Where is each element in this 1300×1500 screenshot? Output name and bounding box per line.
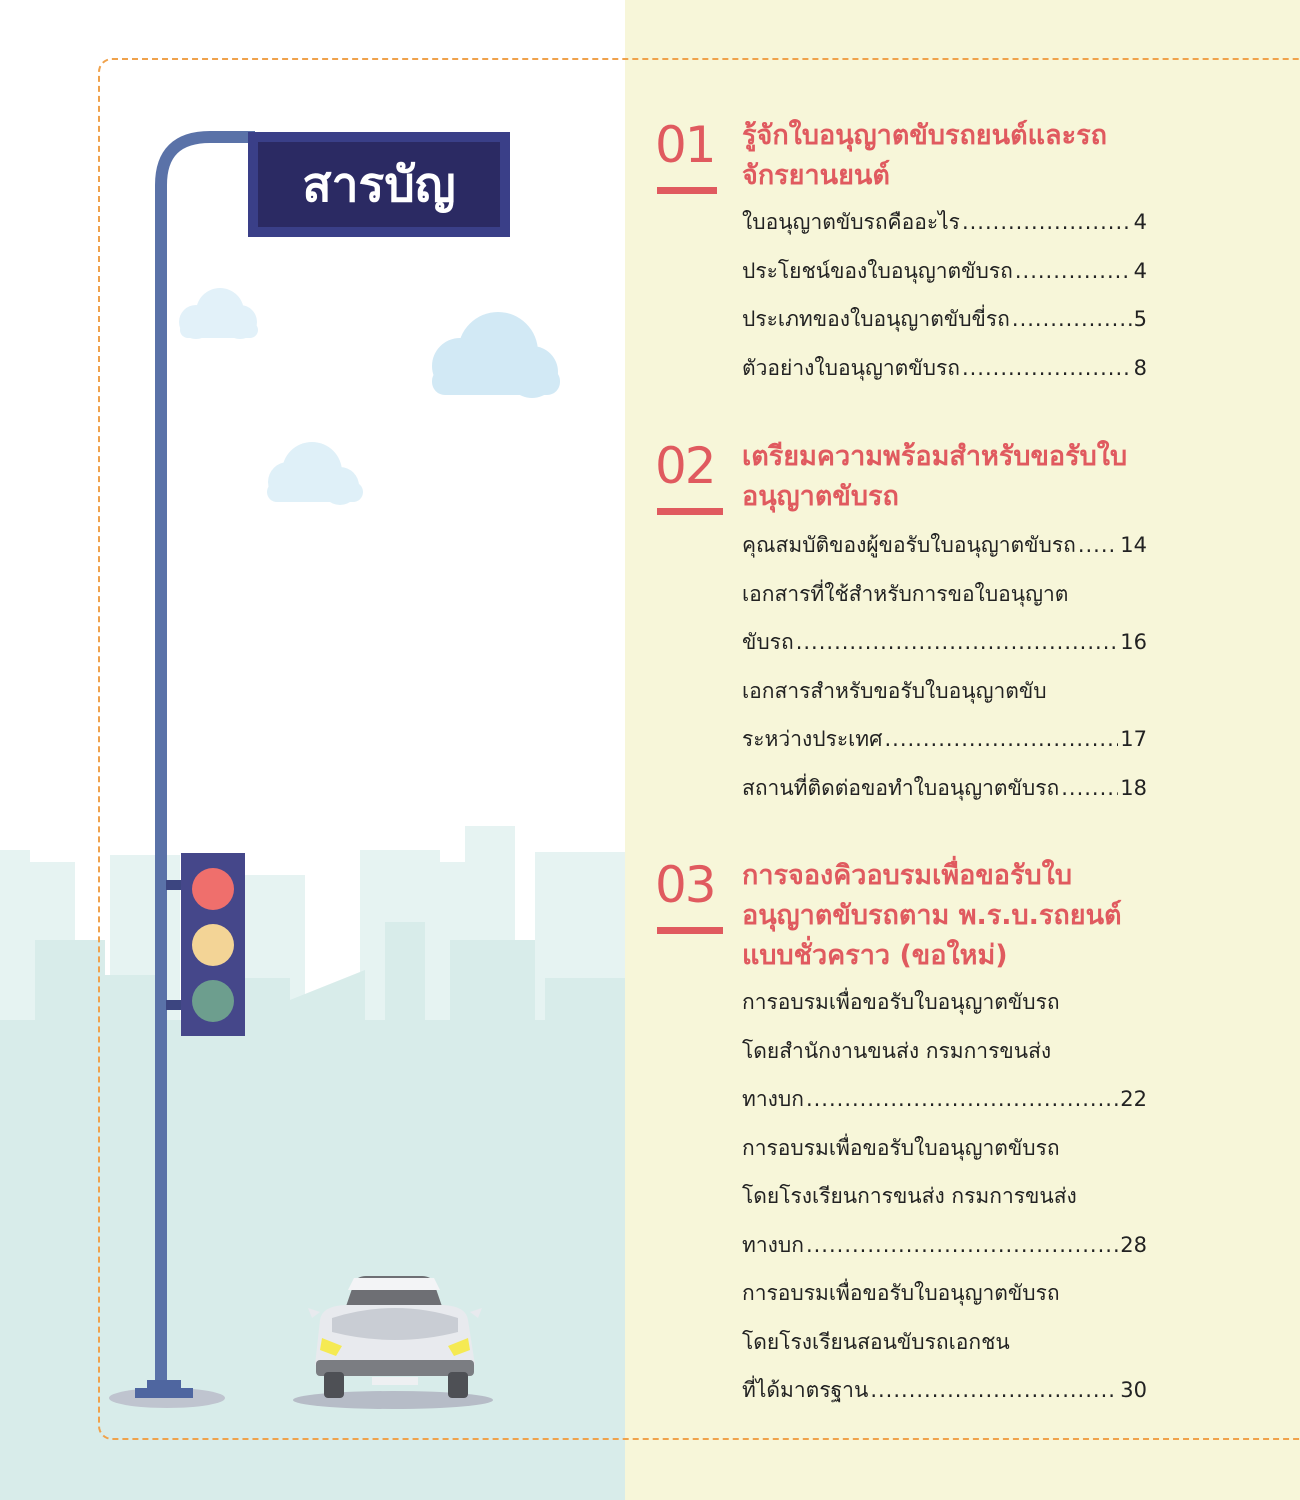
toc-entry-page: 8: [1133, 355, 1147, 380]
toc-entry-page: 18: [1120, 775, 1147, 800]
toc-entry[interactable]: [742, 198, 1147, 247]
street-sign-icon: [248, 132, 510, 237]
toc-entry-page: 5: [1133, 307, 1147, 331]
section-title: รู้จักใบอนุญาตขับรถยนต์และรถจักรยานยนต์: [742, 120, 1107, 191]
toc-entry-text: ระหว่างประเทศ: [742, 727, 883, 751]
toc-entry-text: คุณสมบัติของผู้ขอรับใบอนุญาตขับรถ: [742, 533, 1076, 557]
toc-entry[interactable]: [742, 618, 1147, 667]
section-number-underline: [657, 927, 723, 934]
toc-entry-page: 4: [1133, 258, 1147, 283]
section-number: 01: [655, 116, 715, 174]
toc-entry[interactable]: [742, 1366, 1147, 1415]
section-entries: [742, 198, 1147, 392]
section-number-underline: [657, 508, 723, 515]
toc-entry[interactable]: [742, 295, 1147, 344]
section-entries: [742, 521, 1147, 812]
toc-entry-line: เอกสารสำหรับขอรับใบอนุญาตขับ: [742, 678, 1047, 703]
title-sign: [258, 142, 500, 227]
toc-entry-text: ตัวอย่างใบอนุญาตขับรถ: [742, 355, 960, 380]
toc-entry-page: 30: [1120, 1378, 1147, 1402]
toc-entry[interactable]: [742, 247, 1147, 296]
toc-entry-page: 17: [1120, 727, 1147, 751]
toc-entry-line: โดยสำนักงานขนส่ง กรมการขนส่ง: [742, 1038, 1052, 1063]
toc-entry-line: การอบรมเพื่อขอรับใบอนุญาตขับรถ: [742, 1135, 1060, 1160]
section-number-underline: [657, 187, 717, 194]
section-number: 02: [655, 437, 715, 495]
page-title: สารบัญ: [302, 156, 456, 213]
toc-entry-text: ทางบก: [742, 1232, 804, 1257]
toc-entry-page: 16: [1120, 630, 1147, 654]
toc-entry-text: ทางบก: [742, 1087, 804, 1111]
toc-entry[interactable]: [742, 764, 1147, 813]
section-title: เตรียมความพร้อมสำหรับขอรับใบอนุญาตขับรถ: [742, 441, 1128, 512]
toc-entry-text: ขับรถ: [742, 630, 794, 654]
toc-entry-page: 28: [1120, 1232, 1147, 1257]
section-title: การจองคิวอบรมเพื่อขอรับใบอนุญาตขับรถตาม พ.ร.บ.รถยนต์แบบชั่วคราว (ขอใหม่): [742, 860, 1122, 971]
toc-entry-page: 14: [1120, 533, 1147, 557]
toc-entry-line: การอบรมเพื่อขอรับใบอนุญาตขับรถ: [742, 990, 1060, 1014]
toc-entry[interactable]: [742, 1221, 1147, 1270]
toc-entry-text: ใบอนุญาตขับรถคืออะไร: [742, 210, 960, 234]
toc-entry[interactable]: [742, 1075, 1147, 1124]
toc-entry[interactable]: [742, 715, 1147, 764]
toc-entry-text: ประโยชน์ของใบอนุญาตขับรถ: [742, 258, 1013, 283]
illustration-panel: [0, 0, 625, 1500]
toc-entry-line: โดยโรงเรียนการขนส่ง กรมการขนส่ง: [742, 1184, 1077, 1208]
toc-entry-page: 22: [1120, 1087, 1147, 1111]
toc-entry[interactable]: [742, 521, 1147, 570]
section-entries: [742, 978, 1147, 1415]
toc-entry[interactable]: [742, 344, 1147, 393]
toc-entry-line: เอกสารที่ใช้สำหรับการขอใบอนุญาต: [742, 581, 1069, 606]
toc-entry-line: โดยโรงเรียนสอนขับรถเอกชน: [742, 1329, 1010, 1354]
toc-entry-text: สถานที่ติดต่อขอทำใบอนุญาตขับรถ: [742, 775, 1060, 800]
cloud-icon: [179, 288, 258, 339]
toc-entry-line: การอบรมเพื่อขอรับใบอนุญาตขับรถ: [742, 1281, 1060, 1305]
toc-entry-page: 4: [1133, 210, 1147, 234]
section-number: 03: [655, 856, 715, 914]
toc-entry-text: ที่ได้มาตรฐาน: [742, 1378, 869, 1402]
toc-entry-text: ประเภทของใบอนุญาตขับขี่รถ: [742, 307, 1010, 331]
